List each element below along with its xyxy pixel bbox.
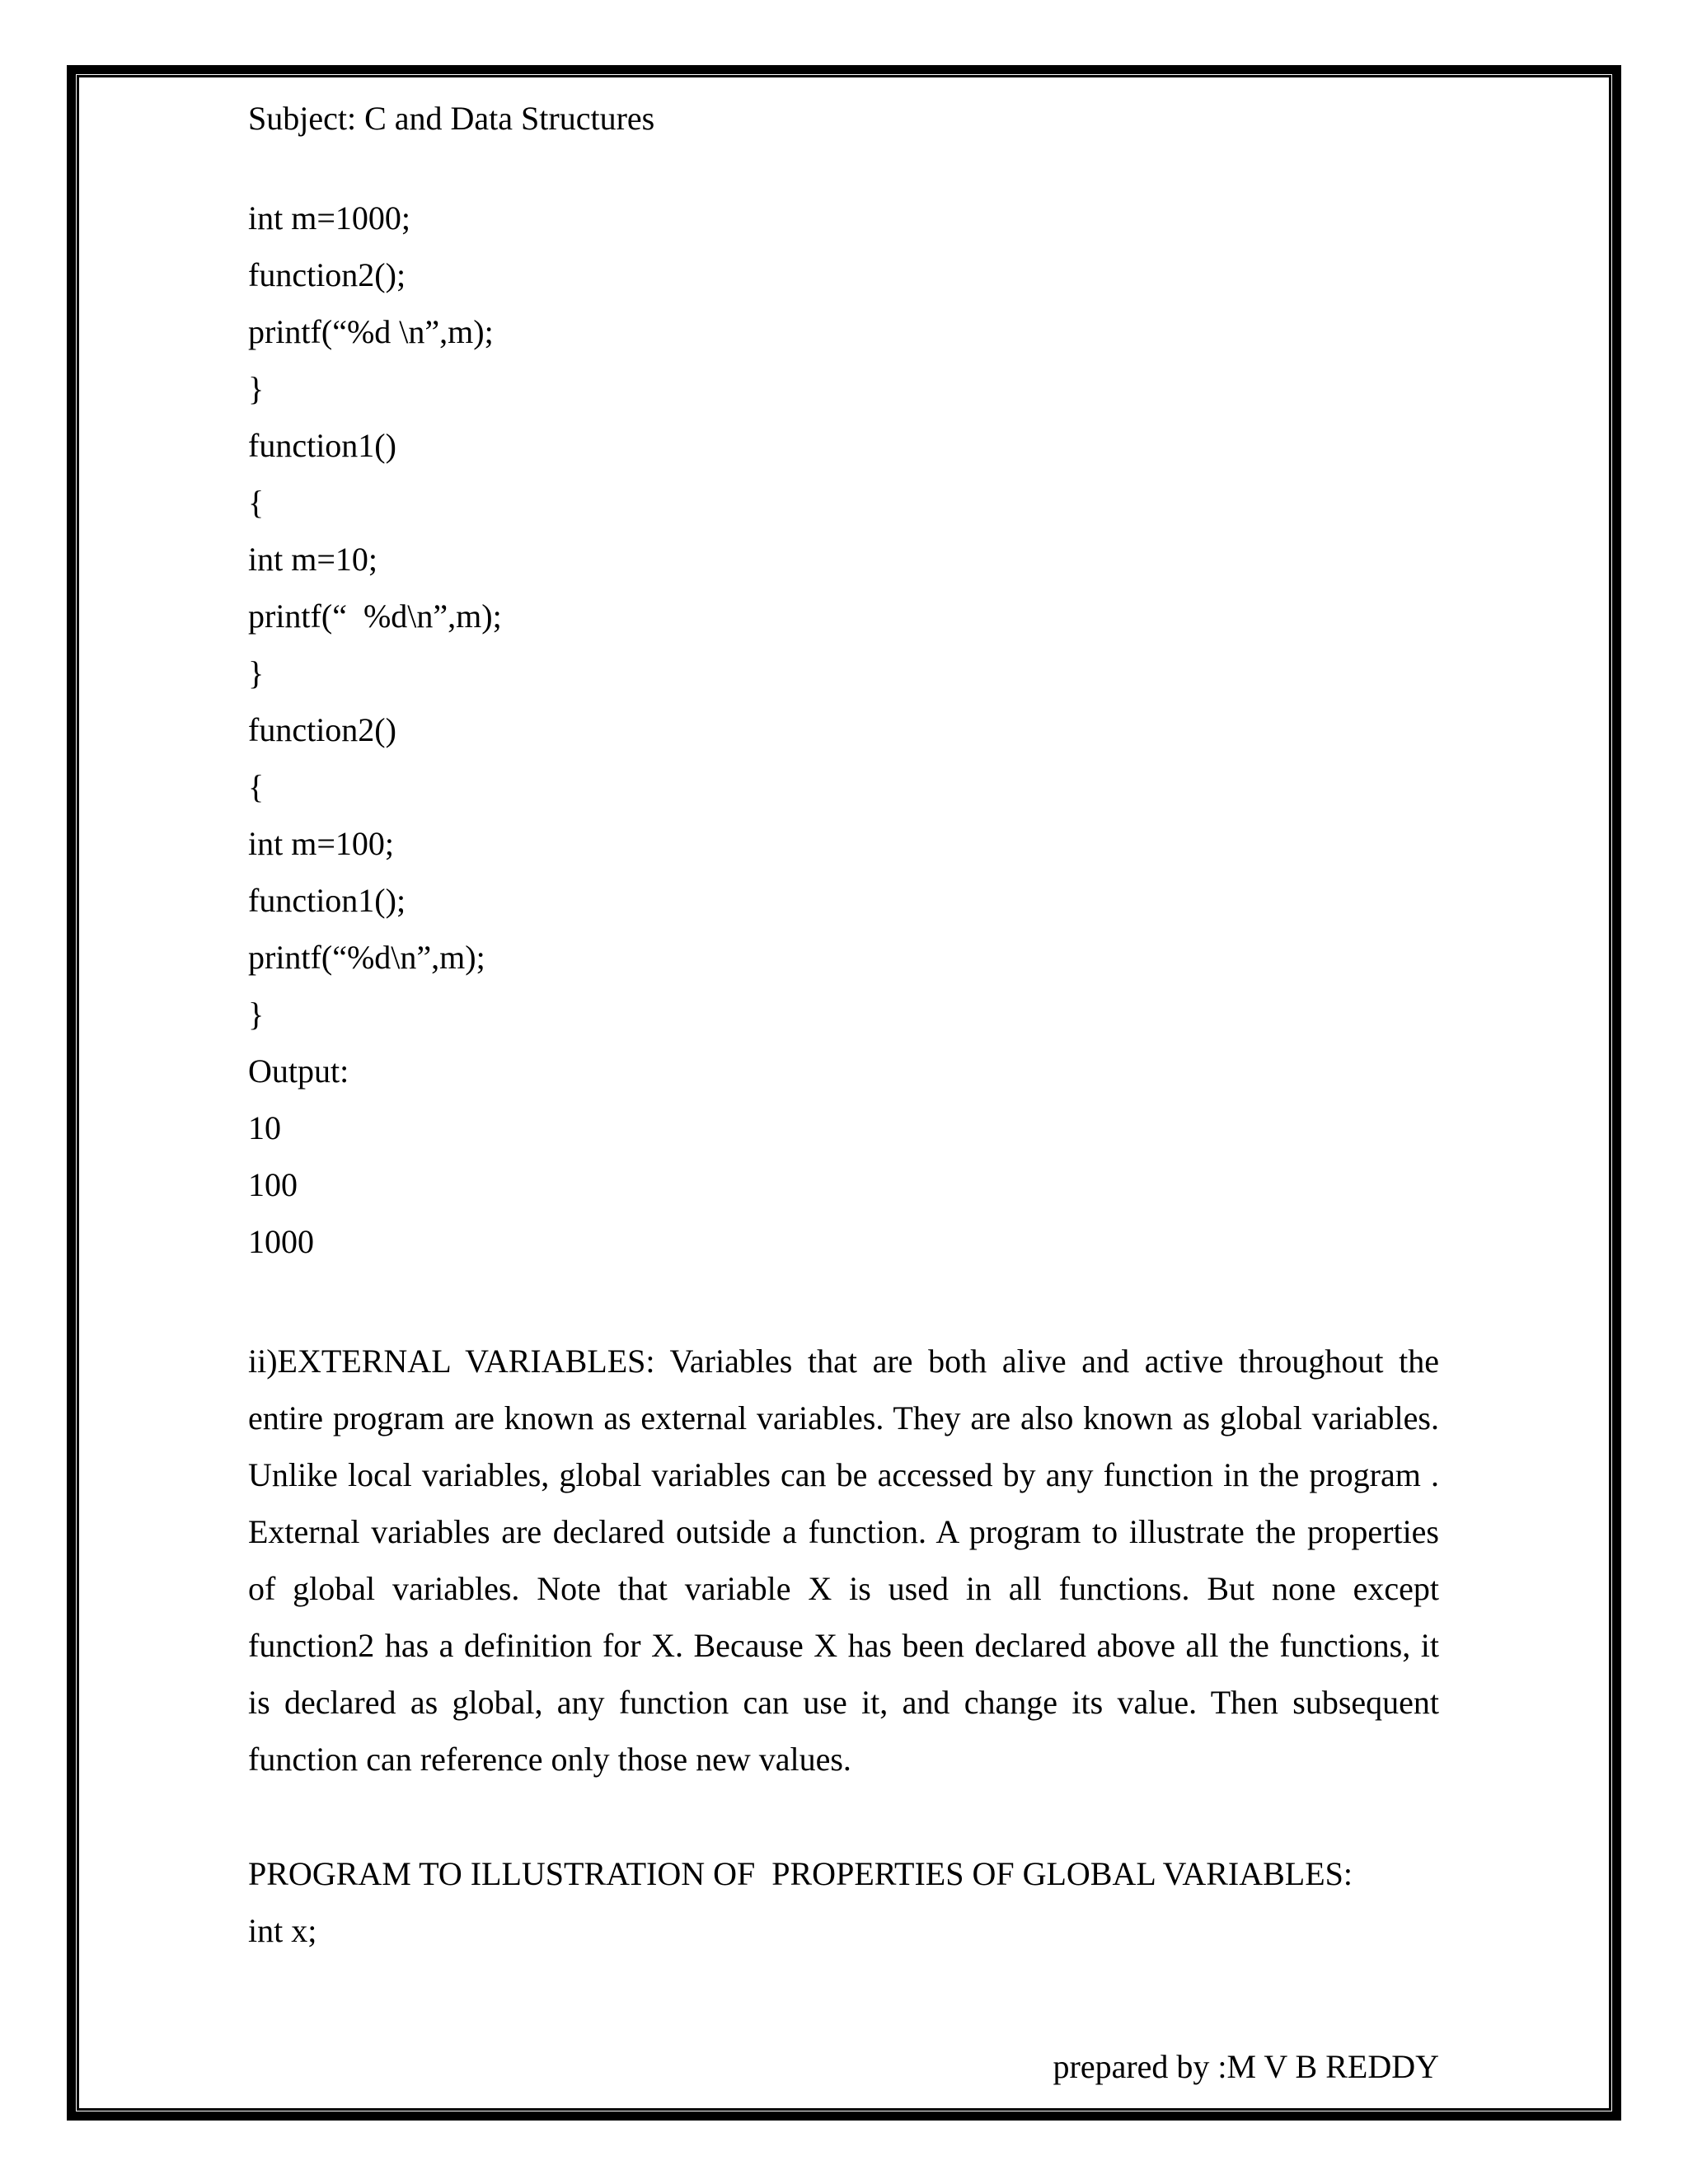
external-variables-paragraph [248,1333,1439,1788]
output-label: Output: [248,1052,349,1090]
code-line: int m=10; [248,541,378,578]
output-value: 100 [248,1166,298,1203]
paragraph-line: entire program are known as external variables. They are also known as global variables. [248,1399,1439,1436]
output-value: 1000 [248,1223,314,1260]
code-line: int m=100; [248,825,395,862]
paragraph-line: ii)EXTERNAL VARIABLES: Variables that are both alive and active throughout the [248,1343,1439,1380]
code-line: } [248,996,265,1033]
paragraph-line: External variables are declared outside a function. A program to illustrate the properties [248,1513,1439,1550]
code-line: printf(“%d\n”,m); [248,939,485,976]
program-heading: PROGRAM TO ILLUSTRATION OF PROPERTIES OF GLOBAL VARIABLES: [248,1855,1353,1892]
code-line: } [248,654,265,691]
paragraph-line: function2 has a definition for X. Because X has been declared above all the functions, it [248,1627,1439,1664]
paragraph-line: is declared as global, any function can use it, and change its value. Then subsequent [248,1684,1439,1721]
page-border-inner [77,75,1611,2111]
output-value: 10 [248,1109,281,1146]
paragraph-line: function can reference only those new values. [248,1741,851,1778]
code-line: function2() [248,711,396,748]
subject-header: Subject: C and Data Structures [248,100,655,137]
code-line: int x; [248,1912,317,1949]
code-line: } [248,370,265,407]
prepared-by-footer: prepared by :M V B REDDY [1053,2048,1439,2085]
code-line: { [248,484,265,521]
code-line: function1() [248,427,396,464]
code-line: function1(); [248,882,406,919]
paragraph-line: of global variables. Note that variable X is used in all functions. But none except [248,1570,1439,1607]
code-line: int m=1000; [248,199,411,237]
code-line: printf(“ %d\n”,m); [248,598,502,635]
code-line: { [248,768,265,805]
code-line: function2(); [248,256,406,293]
paragraph-line: Unlike local variables, global variables can be accessed by any function in the program . [248,1456,1439,1493]
code-line: printf(“%d \n”,m); [248,313,494,350]
